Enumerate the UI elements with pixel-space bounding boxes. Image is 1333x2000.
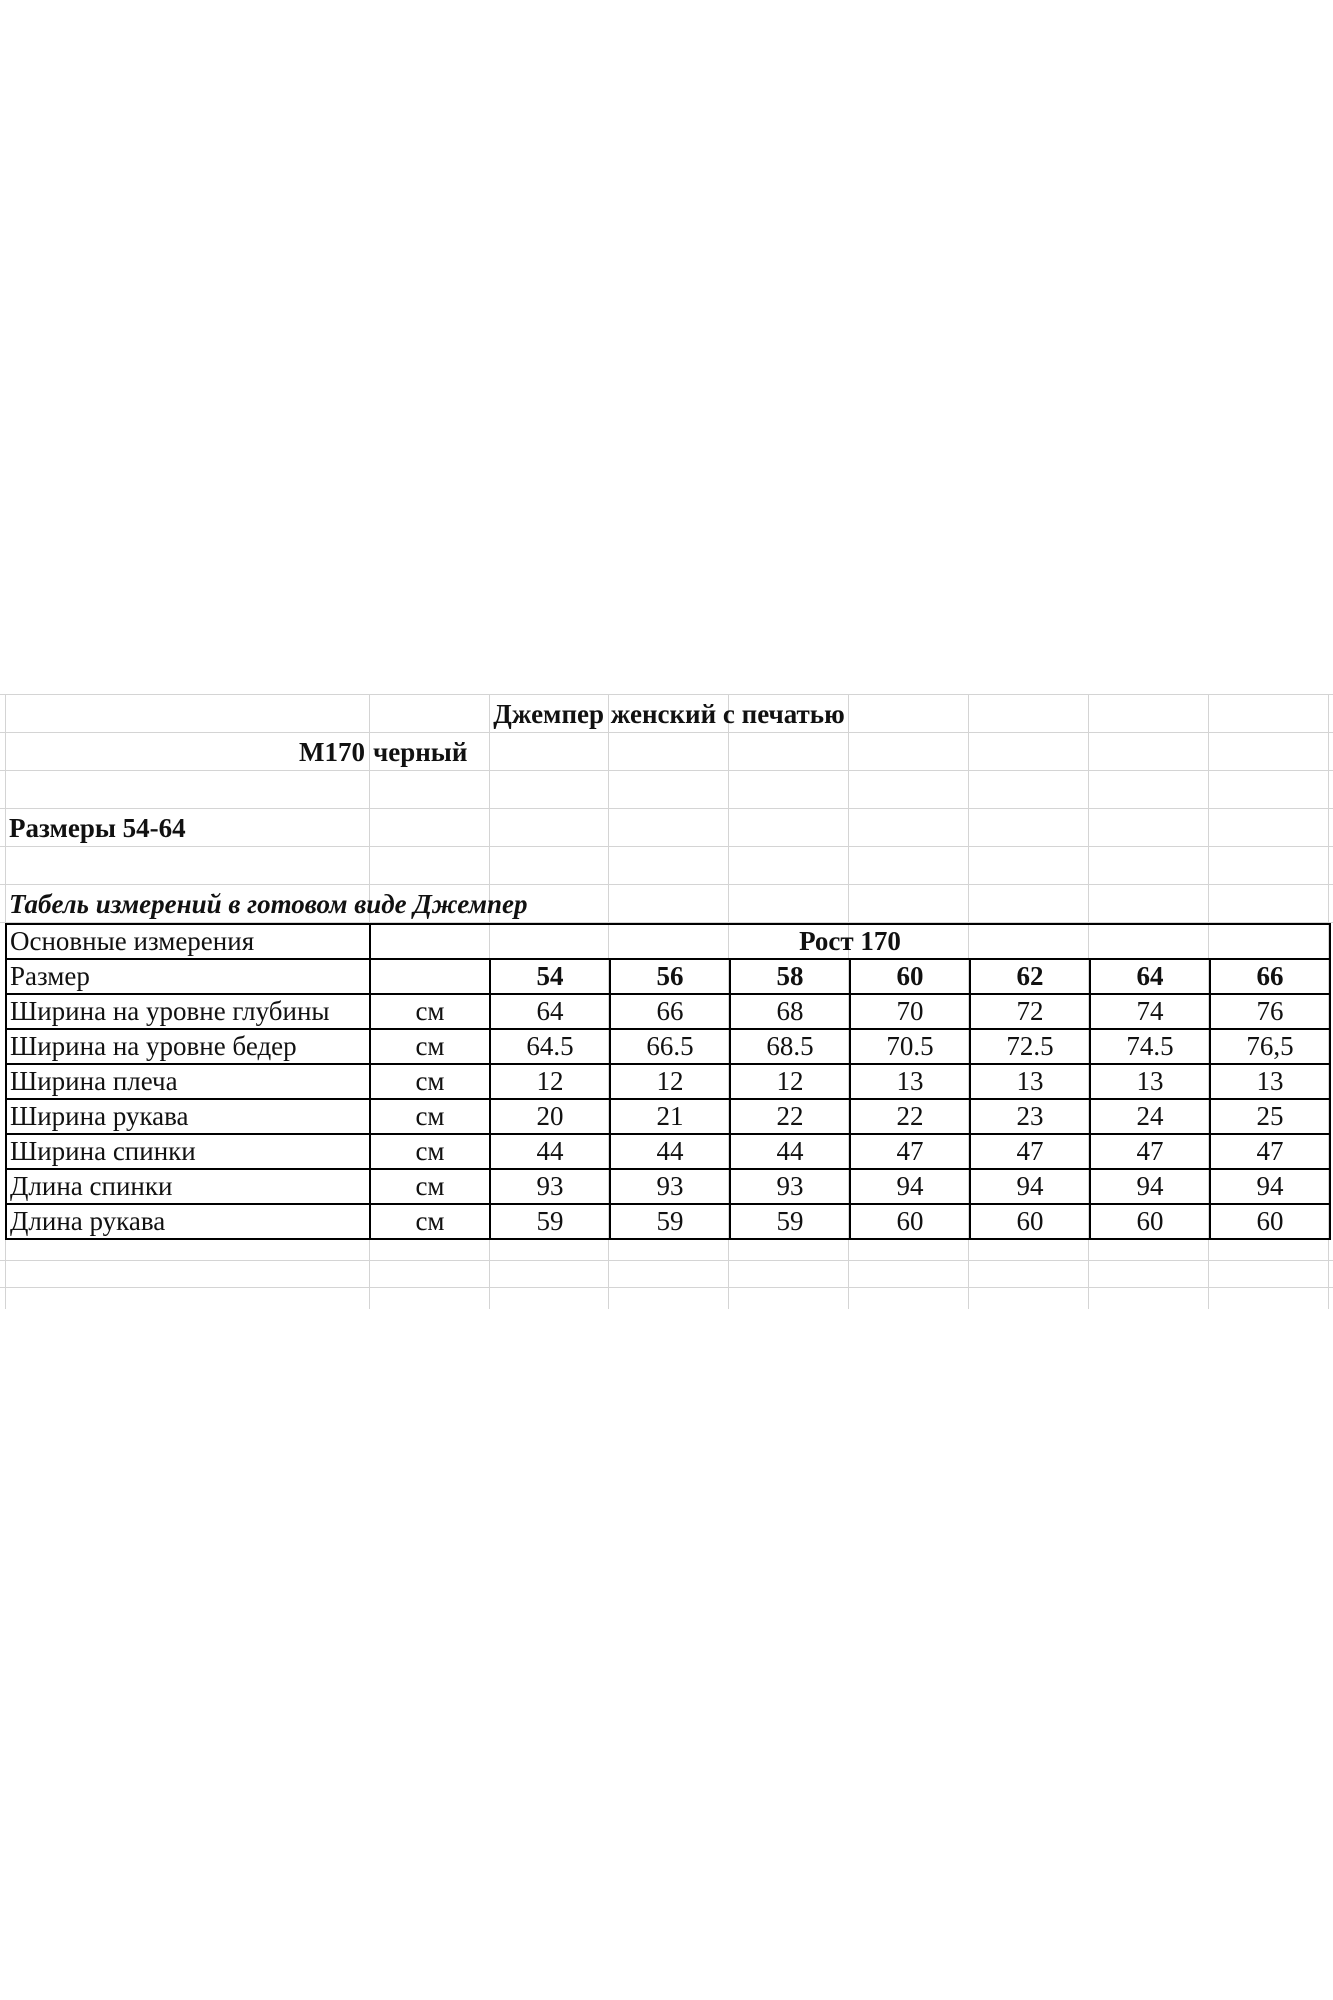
value-cell: 20 bbox=[490, 1099, 610, 1134]
value-cell: 68 bbox=[730, 994, 850, 1029]
value-cell: 47 bbox=[1210, 1134, 1330, 1169]
gridline bbox=[0, 884, 1333, 885]
value-cell: 70.5 bbox=[850, 1029, 970, 1064]
size-row bbox=[6, 959, 1330, 994]
value-cell: 94 bbox=[970, 1169, 1090, 1204]
unit-cell: см bbox=[370, 1204, 490, 1239]
size-cell: 62 bbox=[970, 959, 1090, 994]
value-cell: 94 bbox=[850, 1169, 970, 1204]
value-cell: 25 bbox=[1210, 1099, 1330, 1134]
measurement-label: Ширина на уровне бедер bbox=[6, 1029, 370, 1064]
table-row bbox=[6, 1204, 1330, 1239]
value-cell: 13 bbox=[1090, 1064, 1210, 1099]
size-cell: 54 bbox=[490, 959, 610, 994]
table-row bbox=[6, 1099, 1330, 1134]
size-cell: 56 bbox=[610, 959, 730, 994]
value-cell: 93 bbox=[610, 1169, 730, 1204]
value-cell: 60 bbox=[1090, 1204, 1210, 1239]
value-cell: 12 bbox=[730, 1064, 850, 1099]
value-cell: 12 bbox=[490, 1064, 610, 1099]
gridline bbox=[0, 694, 1333, 695]
size-label-cell: Размер bbox=[6, 959, 370, 994]
measurement-label: Длина спинки bbox=[6, 1169, 370, 1204]
value-cell: 66 bbox=[610, 994, 730, 1029]
value-cell: 60 bbox=[850, 1204, 970, 1239]
value-cell: 76,5 bbox=[1210, 1029, 1330, 1064]
value-cell: 59 bbox=[730, 1204, 850, 1239]
color-name: черный bbox=[373, 737, 468, 767]
value-cell: 47 bbox=[1090, 1134, 1210, 1169]
table-caption: Табель измерений в готовом виде Джемпер bbox=[9, 889, 528, 919]
value-cell: 23 bbox=[970, 1099, 1090, 1134]
value-cell: 60 bbox=[1210, 1204, 1330, 1239]
value-cell: 47 bbox=[850, 1134, 970, 1169]
value-cell: 22 bbox=[730, 1099, 850, 1134]
main-header-cell: Основные измерения bbox=[6, 924, 370, 959]
value-cell: 47 bbox=[970, 1134, 1090, 1169]
value-cell: 21 bbox=[610, 1099, 730, 1134]
value-cell: 94 bbox=[1090, 1169, 1210, 1204]
value-cell: 68.5 bbox=[730, 1029, 850, 1064]
value-cell: 93 bbox=[490, 1169, 610, 1204]
unit-cell: см bbox=[370, 1029, 490, 1064]
unit-cell: см bbox=[370, 1099, 490, 1134]
table-row bbox=[6, 1169, 1330, 1204]
gridline bbox=[0, 770, 1333, 771]
spreadsheet bbox=[0, 694, 1333, 1309]
size-cell: 64 bbox=[1090, 959, 1210, 994]
size-cell: 66 bbox=[1210, 959, 1330, 994]
table-row bbox=[6, 994, 1330, 1029]
value-cell: 93 bbox=[730, 1169, 850, 1204]
unit-cell: см bbox=[370, 1064, 490, 1099]
value-cell: 66.5 bbox=[610, 1029, 730, 1064]
value-cell: 70 bbox=[850, 994, 970, 1029]
table-header-row bbox=[6, 924, 1330, 959]
value-cell: 59 bbox=[490, 1204, 610, 1239]
size-cell: 58 bbox=[730, 959, 850, 994]
value-cell: 72 bbox=[970, 994, 1090, 1029]
model-code: М170 bbox=[299, 737, 365, 767]
value-cell: 64 bbox=[490, 994, 610, 1029]
measurement-label: Ширина на уровне глубины bbox=[6, 994, 370, 1029]
measurement-label: Ширина плеча bbox=[6, 1064, 370, 1099]
value-cell: 44 bbox=[730, 1134, 850, 1169]
value-cell: 13 bbox=[850, 1064, 970, 1099]
gridline bbox=[0, 1287, 1333, 1288]
measurement-label: Ширина рукава bbox=[6, 1099, 370, 1134]
gridline bbox=[0, 808, 1333, 809]
measurement-table bbox=[5, 923, 1331, 1240]
value-cell: 44 bbox=[610, 1134, 730, 1169]
value-cell: 22 bbox=[850, 1099, 970, 1134]
value-cell: 13 bbox=[970, 1064, 1090, 1099]
value-cell: 64.5 bbox=[490, 1029, 610, 1064]
empty-cell bbox=[370, 959, 490, 994]
measurement-label: Длина рукава bbox=[6, 1204, 370, 1239]
value-cell: 24 bbox=[1090, 1099, 1210, 1134]
value-cell: 74.5 bbox=[1090, 1029, 1210, 1064]
unit-cell: см bbox=[370, 1134, 490, 1169]
value-cell: 59 bbox=[610, 1204, 730, 1239]
table-row bbox=[6, 1064, 1330, 1099]
value-cell: 13 bbox=[1210, 1064, 1330, 1099]
size-cell: 60 bbox=[850, 959, 970, 994]
value-cell: 74 bbox=[1090, 994, 1210, 1029]
value-cell: 12 bbox=[610, 1064, 730, 1099]
value-cell: 60 bbox=[970, 1204, 1090, 1239]
value-cell: 76 bbox=[1210, 994, 1330, 1029]
sizes-range: Размеры 54-64 bbox=[9, 813, 186, 843]
measurement-label: Ширина спинки bbox=[6, 1134, 370, 1169]
value-cell: 44 bbox=[490, 1134, 610, 1169]
gridline bbox=[0, 1260, 1333, 1261]
unit-cell: см bbox=[370, 994, 490, 1029]
value-cell: 94 bbox=[1210, 1169, 1330, 1204]
table-row bbox=[6, 1134, 1330, 1169]
document-title: Джемпер женский с печатью bbox=[493, 699, 845, 729]
unit-cell: см bbox=[370, 1169, 490, 1204]
height-header-cell: Рост 170 bbox=[370, 924, 1330, 959]
value-cell: 72.5 bbox=[970, 1029, 1090, 1064]
table-row bbox=[6, 1029, 1330, 1064]
